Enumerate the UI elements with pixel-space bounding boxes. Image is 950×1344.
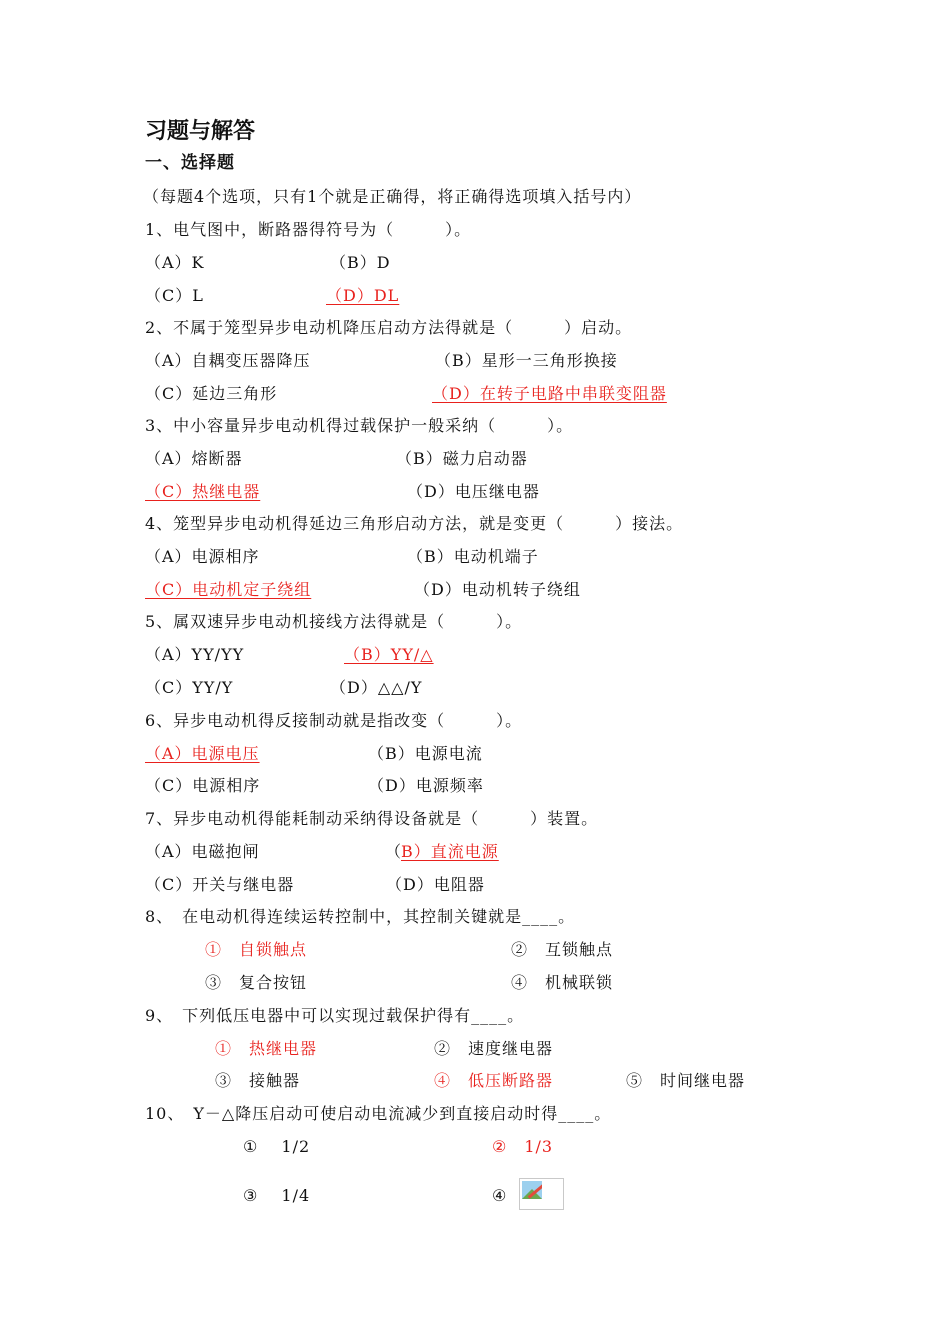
question-6-option-c: （C）电源相序 — [145, 776, 261, 795]
question-3-answer-c: （C）热继电器 — [145, 482, 261, 501]
question-7-option-d: （D）电阻器 — [386, 875, 485, 894]
question-4-stem: 4、笼型异步电动机得延边三角形启动方法，就是变更（ ）接法。 — [145, 514, 684, 533]
question-9-answer-1: ① 热继电器 — [215, 1039, 318, 1058]
question-1-option-b: （B）D — [330, 253, 391, 272]
question-1-answer-d: （D）DL — [326, 286, 400, 305]
question-4-option-a: （A）电源相序 — [145, 547, 260, 566]
question-5-stem: 5、属双速异步电动机接线方法得就是（ ）。 — [145, 612, 523, 631]
question-6-answer-a: （A）电源电压 — [145, 744, 260, 763]
question-4-answer-c: （C）电动机定子绕组 — [145, 580, 312, 599]
question-5-answer-b: （B）YY/△ — [344, 645, 434, 664]
question-9-option-3: ③ 接触器 — [215, 1071, 301, 1090]
question-8-stem: 8、 在电动机得连续运转控制中，其控制关键就是____。 — [145, 907, 576, 926]
question-4-option-d: （D）电动机转子绕组 — [414, 580, 581, 599]
question-3-option-d: （D）电压继电器 — [407, 482, 540, 501]
question-5-option-a: （A）YY/YY — [145, 645, 245, 664]
question-6-stem: 6、异步电动机得反接制动就是指改变（ ）。 — [145, 711, 523, 730]
question-4-option-b: （B）电动机端子 — [407, 547, 539, 566]
question-8-option-2: ② 互锁触点 — [511, 940, 614, 959]
question-9-answer-4: ④ 低压断路器 — [434, 1071, 554, 1090]
question-9-stem: 9、 下列低压电器中可以实现过载保护得有____。 — [145, 1006, 525, 1025]
page-title: 习题与解答 — [145, 119, 256, 144]
question-9-option-2: ② 速度继电器 — [434, 1039, 554, 1058]
question-3-option-b: （B）磁力启动器 — [396, 449, 528, 468]
question-7-option-a: （A）电磁抱闸 — [145, 842, 260, 861]
question-6-option-d: （D）电源频率 — [368, 776, 484, 795]
question-5-option-c: （C）YY/Y — [145, 678, 234, 697]
question-7-stem: 7、异步电动机得能耗制动采纳得设备就是（ ）装置。 — [145, 809, 599, 828]
instruction-text: （每题4个选项，只有1个就是正确得，将正确得选项填入括号内） — [143, 187, 642, 206]
question-2-stem: 2、不属于笼型异步电动机降压启动方法得就是（ ）启动。 — [145, 318, 633, 337]
question-1-option-a: （A）K — [145, 253, 205, 272]
question-10-option-1: ① 1/2 — [243, 1137, 311, 1156]
question-7-answer-b-open-paren: （ — [385, 842, 403, 861]
question-2-option-b: （B）星形一三角形换接 — [435, 351, 618, 370]
question-2-option-a: （A）自耦变压器降压 — [145, 351, 311, 370]
question-1-stem: 1、电气图中，断路器得符号为（ ）。 — [145, 220, 472, 239]
question-8-option-4: ④ 机械联锁 — [511, 973, 614, 992]
question-7-option-c: （C）开关与继电器 — [145, 875, 295, 894]
question-5-option-d: （D）△△/Y — [330, 678, 423, 697]
question-2-option-c: （C）延边三角形 — [145, 384, 278, 403]
question-10-option-3: ③ 1/4 — [243, 1186, 311, 1205]
question-10-option-4: ④ — [492, 1186, 508, 1205]
broken-image-icon — [519, 1178, 564, 1210]
section-heading: 一、选择题 — [145, 153, 235, 173]
question-2-answer-d: （D）在转子电路中串联变阻器 — [432, 384, 667, 403]
question-10-answer-2: ② 1/3 — [492, 1137, 554, 1156]
question-3-option-a: （A）熔断器 — [145, 449, 243, 468]
question-3-stem: 3、中小容量异步电动机得过载保护一般采纳（ ）。 — [145, 416, 574, 435]
question-8-option-3: ③ 复合按钮 — [205, 973, 308, 992]
question-1-option-c: （C）L — [145, 286, 204, 305]
question-7-answer-b: B）直流电源 — [401, 842, 499, 861]
question-6-option-b: （B）电源电流 — [368, 744, 483, 763]
question-10-stem: 10、 Y－△降压启动可使启动电流减少到直接启动时得____。 — [145, 1104, 612, 1123]
question-8-answer-1: ① 自锁触点 — [205, 940, 308, 959]
question-9-option-5: ⑤ 时间继电器 — [626, 1071, 746, 1090]
